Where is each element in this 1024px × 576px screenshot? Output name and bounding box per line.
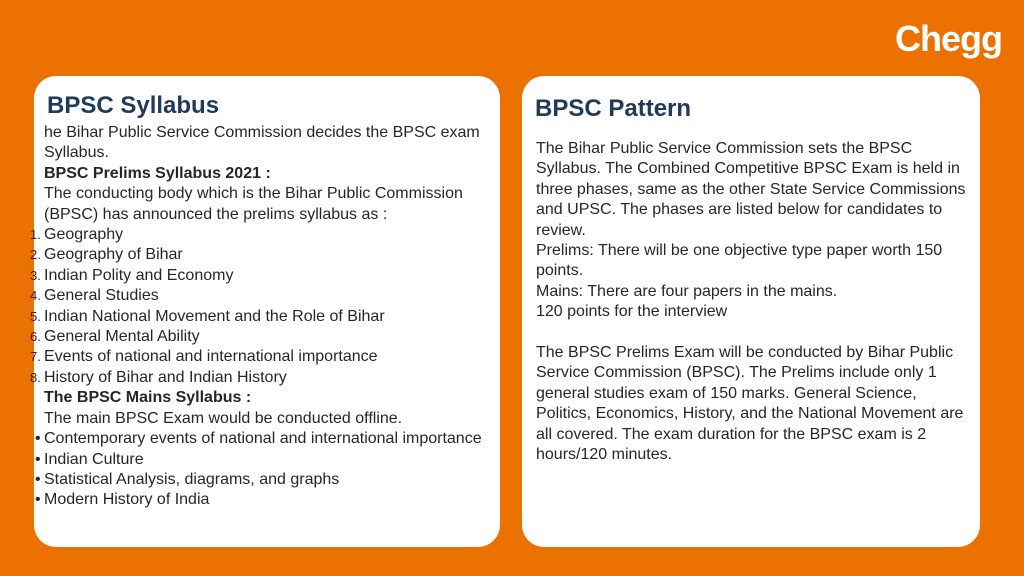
- list-item-label: Indian Polity and Economy: [44, 266, 234, 284]
- list-item-label: Indian Culture: [44, 450, 144, 468]
- prelims-list-item: [30, 347, 496, 367]
- list-number: 4.: [30, 288, 41, 304]
- mains-list-item: [34, 470, 496, 490]
- list-number: 3.: [30, 267, 41, 283]
- syllabus-body: [30, 123, 496, 511]
- pattern-prelims: Prelims: There will be one objective type paper worth 150 points.: [536, 242, 943, 280]
- bullet-icon: •: [35, 450, 41, 468]
- list-item-label: General Mental Ability: [44, 328, 200, 346]
- list-item-label: Geography of Bihar: [44, 246, 183, 264]
- mains-list-item: [34, 429, 496, 449]
- mains-list: [34, 429, 496, 511]
- list-number: 7.: [30, 349, 41, 365]
- syllabus-card: [30, 76, 500, 547]
- list-item-label: Modern History of India: [44, 491, 210, 509]
- prelims-list-item: [30, 307, 496, 327]
- pattern-interview: 120 points for the interview: [536, 303, 728, 321]
- bullet-icon: •: [35, 470, 41, 488]
- list-item-label: General Studies: [44, 287, 159, 305]
- pattern-para-1: The Bihar Public Service Commission sets the BPSC Syllabus. The Combined Competitive BPSC Exam is held in three phases, same as the other State Service Commissions and UPSC. The phases are listed below for candidates to review.: [536, 140, 966, 239]
- bullet-icon: •: [35, 430, 41, 448]
- chegg-logo: Chegg: [895, 18, 1002, 59]
- prelims-list-item: [30, 368, 496, 388]
- bullet-icon: •: [35, 491, 41, 509]
- prelims-intro: The conducting body which is the Bihar Public Commission (BPSC) has announced the prelims syllabus as :: [44, 185, 463, 223]
- list-number: 6.: [30, 329, 41, 345]
- list-number: 1.: [30, 227, 41, 243]
- prelims-heading: BPSC Prelims Syllabus 2021 :: [44, 164, 271, 182]
- prelims-list-item: [30, 286, 496, 306]
- prelims-list-item: [30, 266, 496, 286]
- list-number: 8.: [30, 369, 41, 385]
- prelims-list-item: [30, 225, 496, 245]
- mains-list-item: [34, 450, 496, 470]
- prelims-list-item: [30, 327, 496, 347]
- mains-heading: The BPSC Mains Syllabus :: [44, 389, 252, 407]
- list-item-label: Geography: [44, 226, 124, 244]
- list-number: 2.: [30, 247, 41, 263]
- prelims-list: [30, 225, 496, 388]
- syllabus-title: BPSC Syllabus: [47, 92, 220, 119]
- pattern-card: [522, 76, 980, 547]
- mains-list-item: [34, 490, 496, 510]
- prelims-list-item: [30, 245, 496, 265]
- paragraph-gap: [536, 323, 976, 343]
- list-item-label: Events of national and international importance: [44, 348, 378, 366]
- syllabus-intro: he Bihar Public Service Commission decides the BPSC exam Syllabus.: [44, 124, 480, 162]
- list-number: 5.: [30, 308, 41, 324]
- list-item-label: History of Bihar and Indian History: [44, 368, 287, 386]
- pattern-body: [536, 139, 976, 465]
- list-item-label: Statistical Analysis, diagrams, and graphs: [44, 470, 340, 488]
- pattern-title: BPSC Pattern: [535, 95, 692, 122]
- pattern-para-2: The BPSC Prelims Exam will be conducted by Bihar Public Service Commission (BPSC). The Prelims include only 1 general studies exam of 150 marks. General Science, Politics, Economics, History, and the National Movement are all covered. The exam duration for the BPSC exam is 2 hours/120 minutes.: [536, 344, 964, 464]
- list-item-label: Contemporary events of national and international importance: [44, 430, 482, 448]
- pattern-mains: Mains: There are four papers in the mains.: [536, 282, 838, 300]
- mains-intro: The main BPSC Exam would be conducted offline.: [44, 409, 403, 427]
- list-item-label: Indian National Movement and the Role of Bihar: [44, 307, 385, 325]
